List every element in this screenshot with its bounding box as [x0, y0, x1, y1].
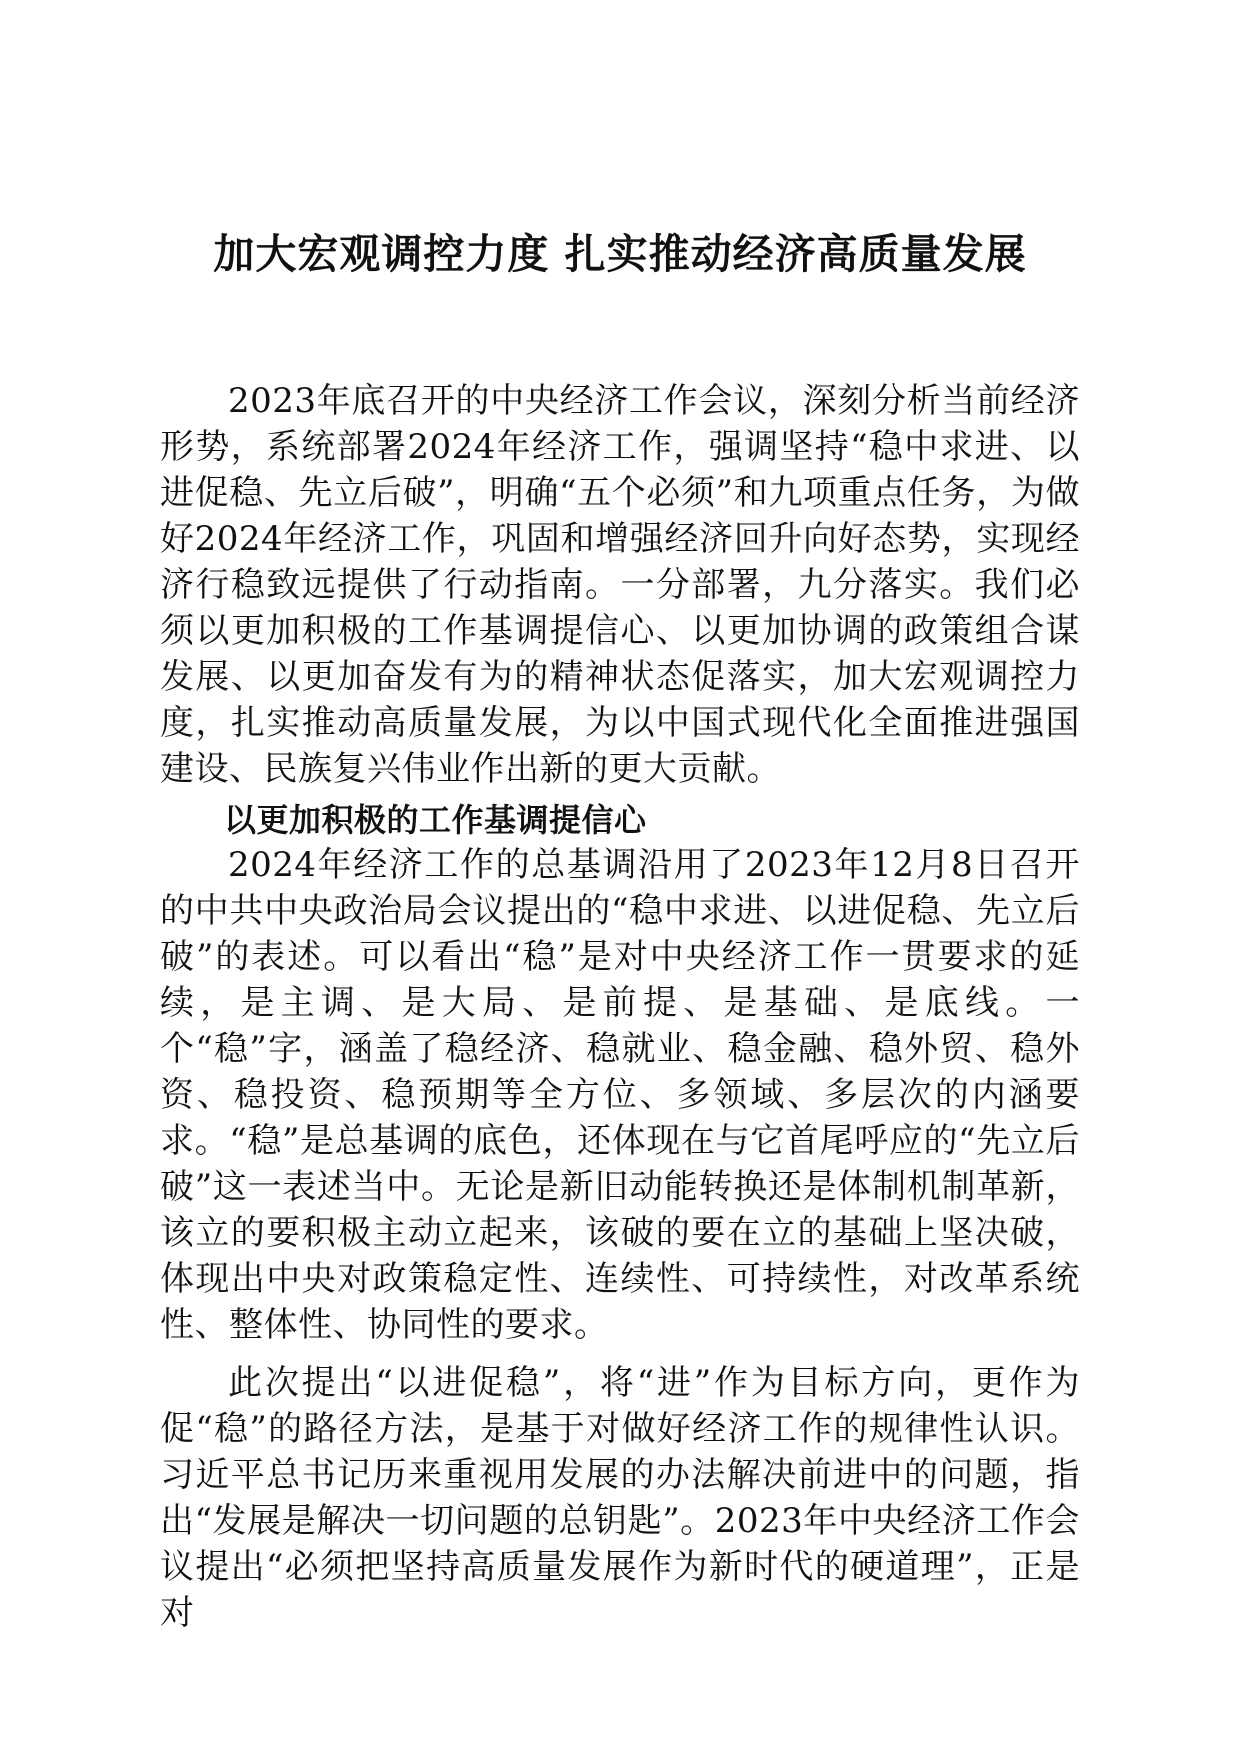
section-heading: 以更加积极的工作基调提信心 [224, 801, 647, 839]
paragraph-progress: 此次提出“以进促稳”，将“进”作为目标方向，更作为促“稳”的路径方法，是基于对做好经济工作的规律性认识。习近平总书记历来重视用发展的办法解决前进中的问题，指出“发展是解决一切问题的总钥匙”。2023年中央经济工作会议提出“必须把坚持高质量发展作为新时代的硬道理”，正是对 [160, 1363, 1080, 1633]
paragraph-intro: 2023年底召开的中央经济工作会议，深刻分析当前经济形势，系统部署2024年经济工作，强调坚持“稳中求进、以进促稳、先立后破”，明确“五个必须”和九项重点任务，为做好2024年经济工作，巩固和增强经济回升向好态势，实现经济行稳致远提供了行动指南。一分部署，九分落实。我们必须以更加积极的工作基调提信心、以更加协调的政策组合谋发展、以更加奋发有为的精神状态促落实，加大宏观调控力度，扎实推动高质量发展，为以中国式现代化全面推进强国建设、民族复兴伟业作出新的更大贡献。 [160, 381, 1080, 789]
document-title: 加大宏观调控力度 扎实推动经济高质量发展 [213, 230, 1027, 278]
document-body [160, 378, 1080, 1636]
paragraph-tone: 2024年经济工作的总基调沿用了2023年12月8日召开的中共中央政治局会议提出的“稳中求进、以进促稳、先立后破”的表述。可以看出“稳”是对中央经济工作一贯要求的延续，是主调、是大局、是前提、是基础、是底线。一个“稳”字，涵盖了稳经济、稳就业、稳金融、稳外贸、稳外资、稳投资、稳预期等全方位、多领域、多层次的内涵要求。“稳”是总基调的底色，还体现在与它首尾呼应的“先立后破”这一表述当中。无论是新旧动能转换还是体制机制革新，该立的要积极主动立起来，该破的要在立的基础上坚决破，体现出中央对政策稳定性、连续性、可持续性，对改革系统性、整体性、协同性的要求。 [160, 845, 1080, 1345]
